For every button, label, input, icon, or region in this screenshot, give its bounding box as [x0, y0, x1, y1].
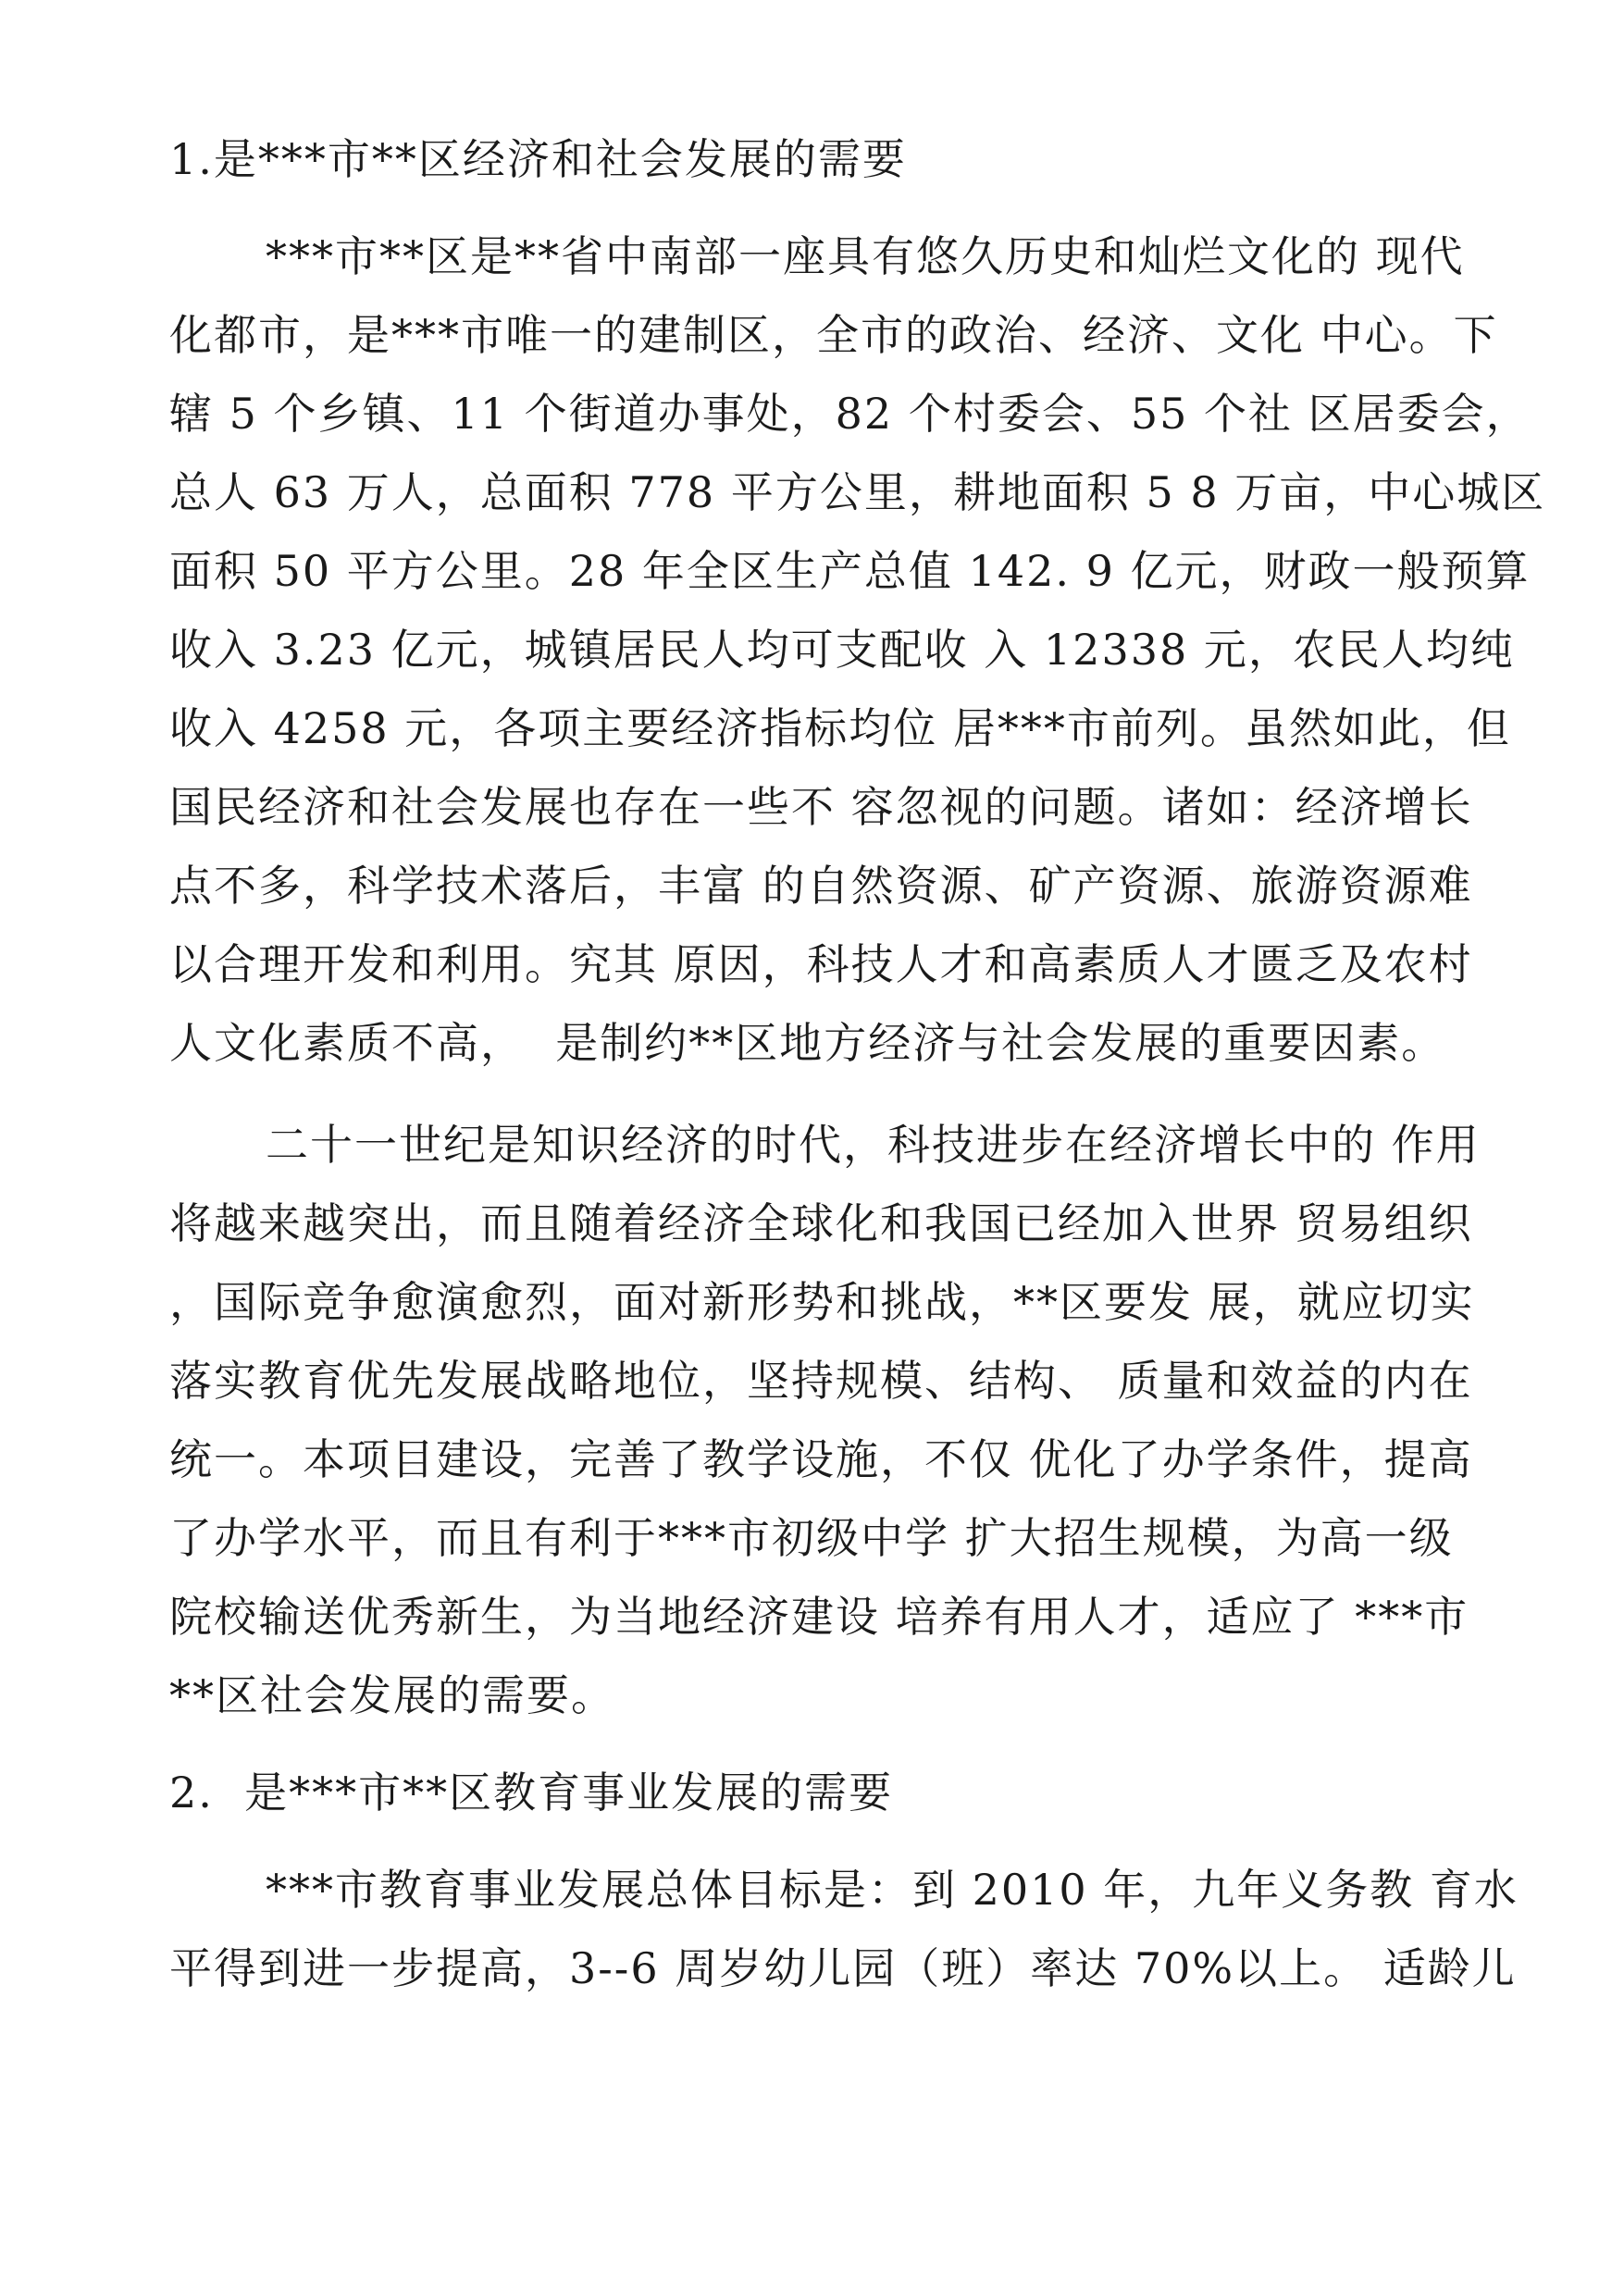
paragraph-2-line-1: 二十一世纪是知识经济的时代，科技进步在经济增长中的 作用 — [266, 1120, 1481, 1170]
heading-2: 2. 是***市**区教育事业发展的需要 — [169, 1768, 894, 1817]
paragraph-2-line-5: 统一。本项目建设，完善了教学设施，不仅 优化了办学条件，提高 — [169, 1434, 1473, 1484]
paragraph-2-line-4: 落实教育优先发展战略地位，坚持规模、结构、 质量和效益的内在 — [169, 1356, 1473, 1406]
paragraph-1-line-11: 人文化素质不高， 是制约**区地方经济与社会发展的重要因素。 — [169, 1018, 1446, 1068]
paragraph-2-line-3: ，国际竞争愈演愈烈，面对新形势和挑战，**区要发 展，就应切实 — [169, 1277, 1475, 1327]
paragraph-1-line-9: 点不多，科学技术落后，丰富 的自然资源、矿产资源、旅游资源难 — [169, 861, 1473, 911]
paragraph-2-line-8: **区社会发展的需要。 — [169, 1670, 615, 1720]
paragraph-1-line-6: 收入 3.23 亿元，城镇居民人均可支配收 入 12338 元，农民人均纯 — [169, 625, 1515, 675]
paragraph-1-line-3: 辖 5 个乡镇、11 个街道办事处，82 个村委会、55 个社 区居委会， — [169, 389, 1531, 439]
paragraph-3-line-1: ***市教育事业发展总体目标是：到 2010 年，九年义务教 育水 — [266, 1865, 1519, 1915]
paragraph-3-line-2: 平得到进一步提高，3--6 周岁幼儿园（班）率达 70%以上。 适龄儿 — [169, 1943, 1517, 1993]
heading-1: 1.是***市**区经济和社会发展的需要 — [169, 134, 907, 184]
paragraph-1-line-4: 总人 63 万人，总面积 778 平方公里，耕地面积 5 8 万亩，中心城区 — [169, 467, 1546, 517]
paragraph-1-line-10: 以合理开发和利用。究其 原因，科技人才和高素质人才匮乏及农村 — [169, 939, 1473, 989]
paragraph-1-line-2: 化都市，是***市唯一的建制区，全市的政治、经济、文化 中心。下 — [169, 310, 1498, 360]
paragraph-1-line-1: ***市**区是**省中南部一座具有悠久历史和灿烂文化的 现代 — [266, 231, 1465, 281]
paragraph-2-line-6: 了办学水平，而且有利于***市初级中学 扩大招生规模，为高一级 — [169, 1513, 1454, 1563]
paragraph-2-line-2: 将越来越突出，而且随着经济全球化和我国已经加入世界 贸易组织 — [169, 1198, 1473, 1248]
paragraph-1-line-5: 面积 50 平方公里。28 年全区生产总值 142. 9 亿元，财政一般预算 — [169, 546, 1531, 596]
paragraph-2-line-7: 院校输送优秀新生，为当地经济建设 培养有用人才，适应了 ***市 — [169, 1592, 1469, 1642]
paragraph-1-line-7: 收入 4258 元，各项主要经济指标均位 居***市前列。虽然如此，但 — [169, 703, 1511, 753]
paragraph-1-line-8: 国民经济和社会发展也存在一些不 容忽视的问题。诸如：经济增长 — [169, 782, 1473, 832]
